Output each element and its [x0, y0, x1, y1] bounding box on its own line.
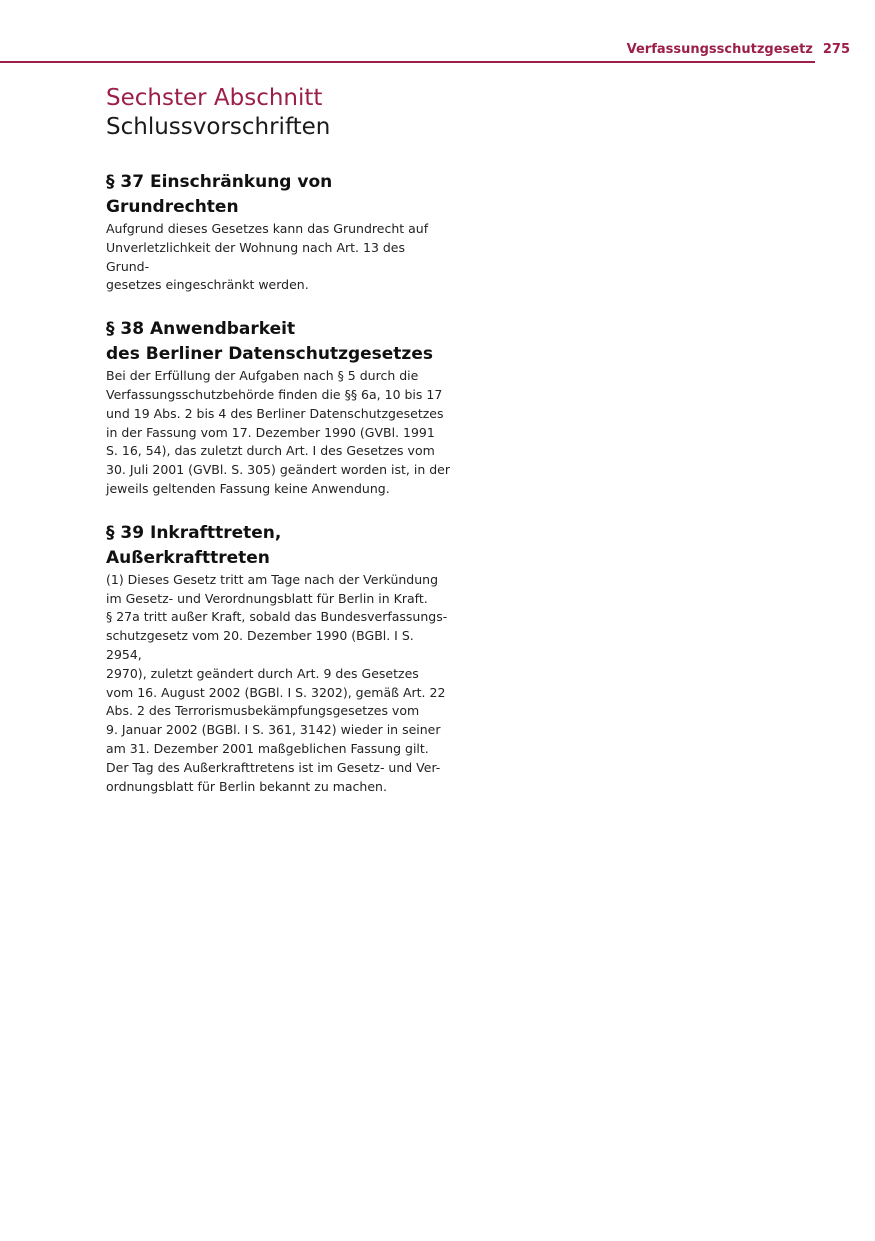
body-line: am 31. Dezember 2001 maßgeblichen Fassung gilt.: [106, 740, 429, 756]
paragraph-37: [106, 170, 451, 295]
body-line: 2970), zuletzt geändert durch Art. 9 des Gesetzes: [106, 665, 419, 681]
paragraph-heading: [106, 170, 451, 220]
heading-line: § 38 Anwendbarkeit: [106, 319, 296, 340]
paragraph-body: [106, 367, 451, 499]
paragraph-body: [106, 571, 451, 797]
paragraph-heading: [106, 317, 451, 367]
body-line: 9. Januar 2002 (BGBl. I S. 361, 3142) wieder in seiner: [106, 722, 441, 738]
paragraph-heading: [106, 521, 451, 571]
body-line: Bei der Erfüllung der Aufgaben nach § 5 durch die: [106, 368, 419, 384]
body-line: Der Tag des Außerkrafttretens ist im Gesetz- und Ver-: [106, 759, 441, 775]
body-line: und 19 Abs. 2 bis 4 des Berliner Datenschutzgesetzes: [106, 405, 444, 421]
body-line: im Gesetz- und Verordnungsblatt für Berlin in Kraft.: [106, 590, 428, 606]
running-head: [627, 38, 850, 60]
page-content: [106, 84, 451, 818]
body-line: 30. Juli 2001 (GVBl. S. 305) geändert worden ist, in der: [106, 462, 450, 478]
body-line: gesetzes eingeschränkt werden.: [106, 277, 309, 293]
body-line: (1) Dieses Gesetz tritt am Tage nach der Verkündung: [106, 571, 439, 587]
section-title: Schlussvorschriften: [106, 114, 331, 140]
header-rule: [0, 61, 815, 63]
section-label: Sechster Abschnitt: [106, 85, 323, 111]
body-line: schutzgesetz vom 20. Dezember 1990 (BGBl. I S. 2954,: [106, 628, 414, 662]
body-line: in der Fassung vom 17. Dezember 1990 (GVBl. 1991: [106, 424, 435, 440]
running-title: Verfassungsschutzgesetz: [626, 41, 813, 57]
body-line: Verfassungsschutzbehörde finden die §§ 6a, 10 bis 17: [106, 386, 443, 402]
paragraph-39: [106, 521, 451, 797]
paragraph-body: [106, 220, 451, 295]
body-line: ordnungsblatt für Berlin bekannt zu machen.: [106, 778, 387, 794]
heading-line: § 37 Einschränkung von Grundrechten: [106, 172, 333, 217]
paragraph-38: [106, 317, 451, 499]
body-line: S. 16, 54), das zuletzt durch Art. I des Gesetzes vom: [106, 443, 435, 459]
body-line: § 27a tritt außer Kraft, sobald das Bundesverfassungs-: [106, 609, 448, 625]
page-number: 275: [822, 41, 850, 57]
body-line: vom 16. August 2002 (BGBl. I S. 3202), gemäß Art. 22: [106, 684, 446, 700]
body-line: Abs. 2 des Terrorismusbekämpfungsgesetzes vom: [106, 703, 420, 719]
body-line: Aufgrund dieses Gesetzes kann das Grundrecht auf: [106, 221, 429, 236]
heading-line: des Berliner Datenschutzgesetzes: [106, 344, 433, 365]
body-line: Unverletzlichkeit der Wohnung nach Art. 13 des Grund-: [106, 239, 406, 274]
body-line: jeweils geltenden Fassung keine Anwendung.: [106, 480, 390, 496]
heading-line: § 39 Inkrafttreten, Außerkrafttreten: [106, 522, 282, 568]
